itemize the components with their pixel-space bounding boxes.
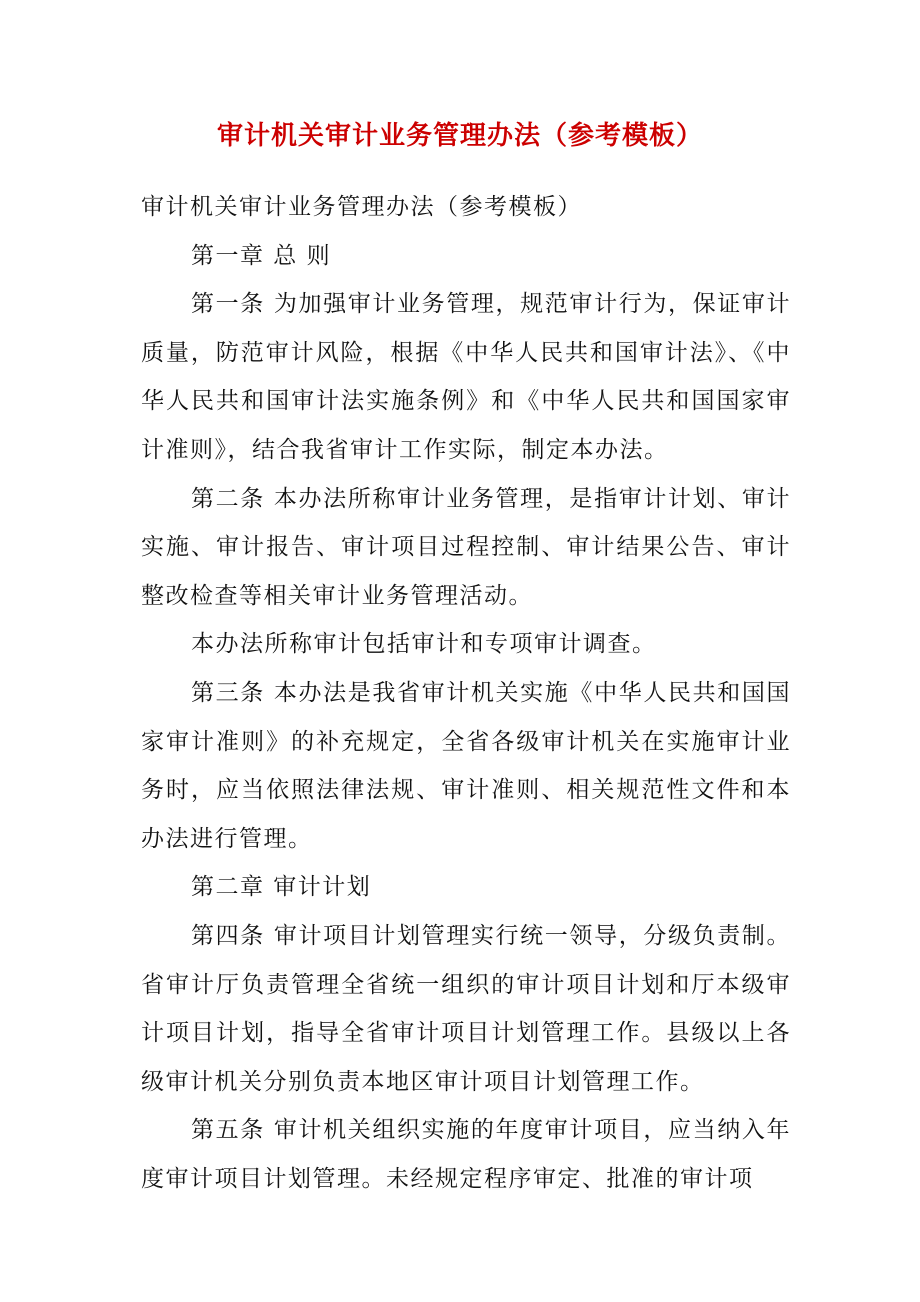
- paragraph-subtitle: 审计机关审计业务管理办法（参考模板）: [141, 194, 582, 220]
- article-5: 第五条 审计机关组织实施的年度审计项目，应当纳入年度审计项目计划管理。未经规定程序审定、批准的审计项: [141, 1117, 791, 1192]
- article-2: 第二条 本办法所称审计业务管理，是指审计计划、审计实施、审计报告、审计项目过程控制、审计结果公告、审计整改检查等相关审计业务管理活动。: [141, 485, 791, 609]
- document-title: 审计机关审计业务管理办法（参考模板）: [216, 121, 703, 151]
- chapter-heading-2: 第二章 审计计划: [191, 874, 372, 901]
- article-1: 第一条 为加强审计业务管理，规范审计行为，保证审计质量，防范审计风险，根据《中华人民共和国审计法》、《中华人民共和国审计法实施条例》和《中华人民共和国国家审计准则》，结合我省审计工作实际，制定本办法。: [141, 291, 791, 463]
- article-4: 第四条 审计项目计划管理实行统一领导，分级负责制。省审计厅负责管理全省统一组织的审计项目计划和厅本级审计项目计划，指导全省审计项目计划管理工作。县级以上各级审计机关分别负责本地区审计项目计划管理工作。: [141, 922, 791, 1095]
- article-2-supplement: 本办法所称审计包括审计和专项审计调查。: [191, 631, 657, 658]
- article-3: 第三条 本办法是我省审计机关实施《中华人民共和国国家审计准则》的补充规定，全省各级审计机关在实施审计业务时，应当依照法律法规、审计准则、相关规范性文件和本办法进行管理。: [141, 679, 791, 852]
- document-body: [141, 183, 791, 1203]
- chapter-heading-1: 第一章 总 则: [191, 242, 332, 269]
